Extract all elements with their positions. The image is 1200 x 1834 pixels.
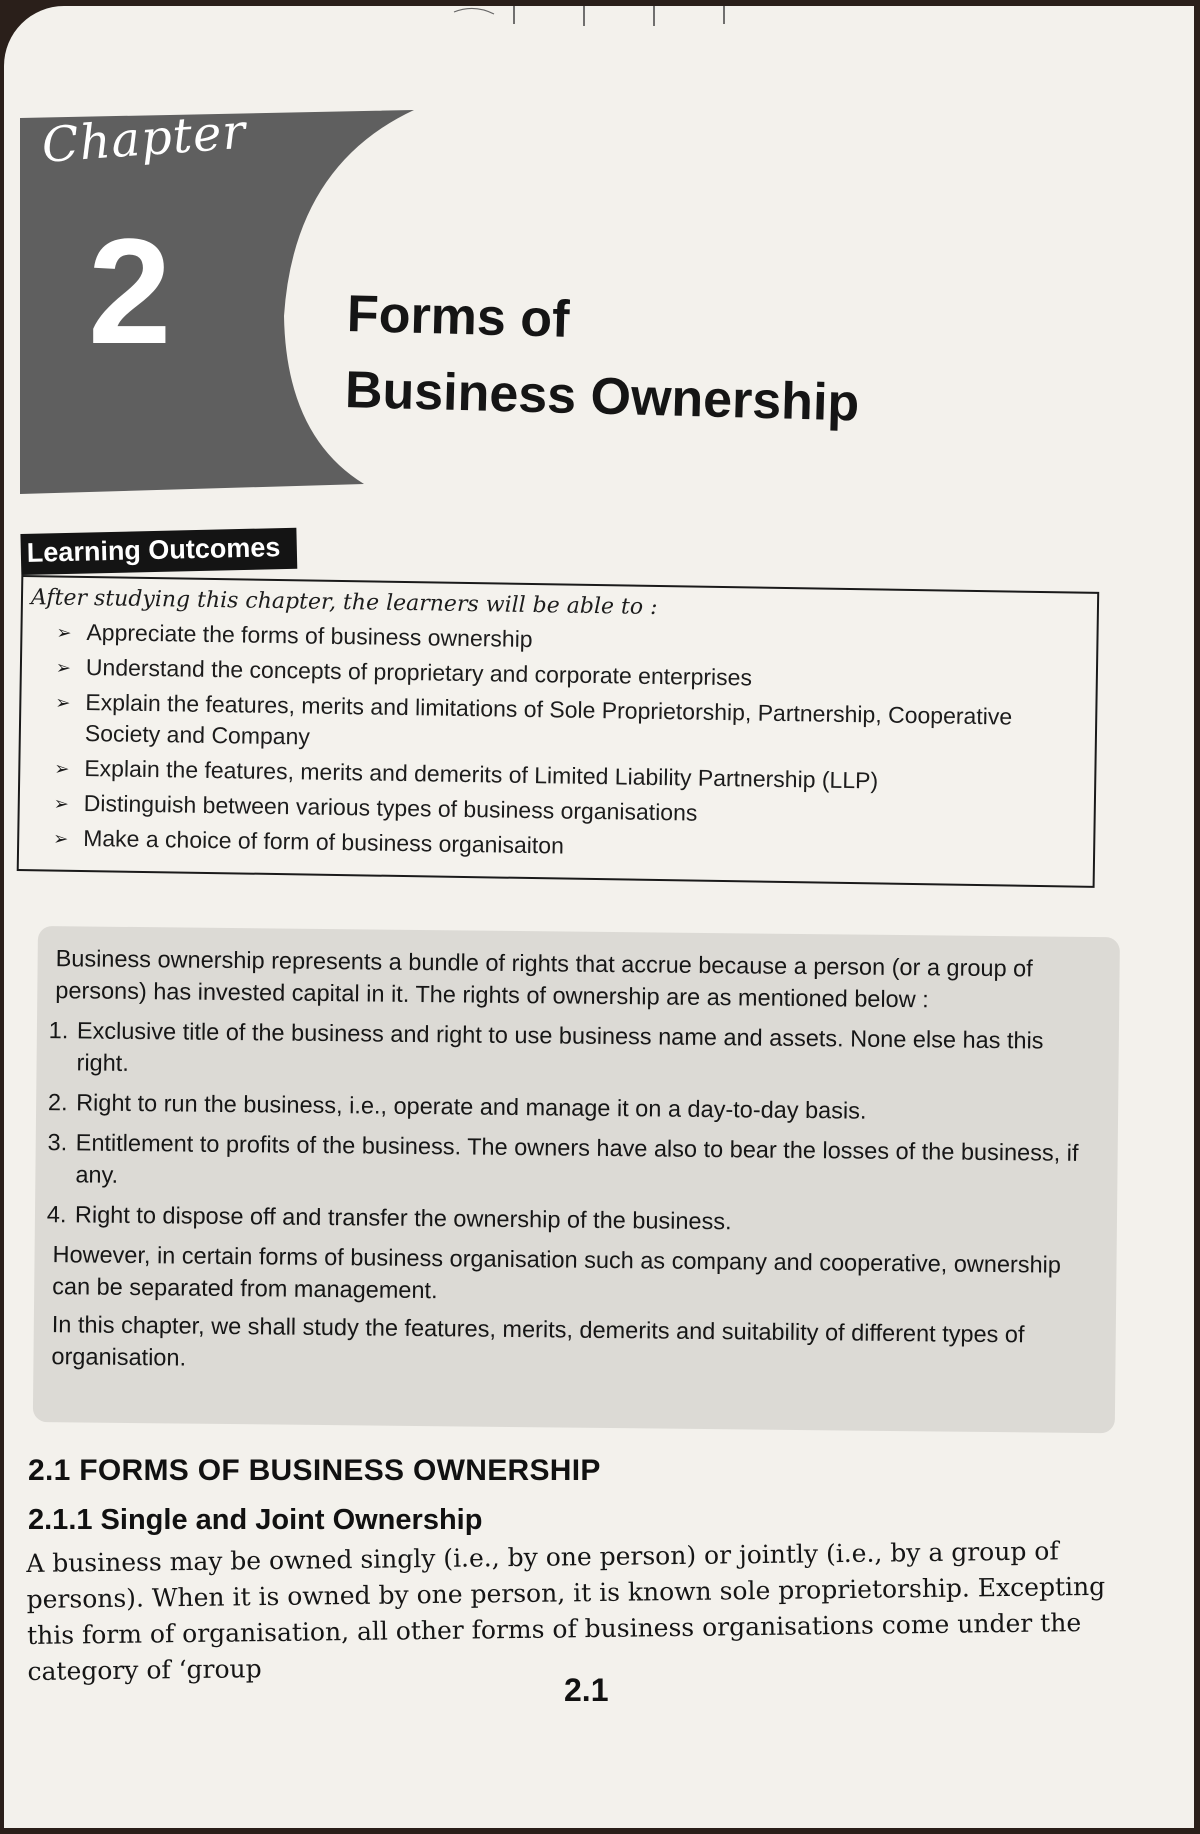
learning-outcomes-intro: After studying this chapter, the learners will be able to : — [30, 585, 658, 620]
outcome-text: Explain the features, merits and limitations of Sole Proprietorship, Partnership, Cooperative Society and Company — [84, 689, 1013, 750]
chapter-number: 2 — [88, 207, 172, 375]
section-heading: 2.1 FORMS OF BUSINESS OWNERSHIP — [28, 1454, 601, 1487]
chapter-label: Chapter — [40, 103, 249, 174]
outcome-text: Distinguish between various types of business organisations — [83, 790, 698, 826]
intro-paragraph: Business ownership represents a bundle of rights that accrue because a person (or a group of persons) has invested capital in it. The rights of ownership are as mentioned below : — [55, 945, 1033, 1013]
learning-outcomes-box — [17, 575, 1100, 888]
outcome-text: Understand the concepts of proprietary and corporate enterprises — [85, 654, 753, 691]
book-page — [4, 6, 1194, 1828]
chapter-title-line-1: Forms of — [346, 284, 571, 349]
list-item — [55, 687, 1076, 765]
learning-outcomes-heading: Learning Outcomes — [20, 528, 296, 575]
arrow-bullet-icon: ➢ — [54, 758, 70, 779]
ownership-rights-list — [53, 1014, 1097, 1241]
chapter-title — [344, 276, 908, 443]
subsection-heading: 2.1.1 Single and Joint Ownership — [28, 1504, 483, 1536]
chapter-banner-shape — [4, 6, 444, 506]
arrow-bullet-icon: ➢ — [55, 692, 71, 713]
list-item: 2. Right to run the business, i.e., operate and manage it on a day-to-day basis. — [74, 1086, 1096, 1129]
intro-panel — [33, 926, 1120, 1433]
top-edge-marks — [434, 6, 834, 28]
outcome-text: Appreciate the forms of business ownership — [86, 619, 533, 653]
arrow-bullet-icon: ➢ — [56, 622, 72, 643]
arrow-bullet-icon: ➢ — [55, 657, 72, 678]
chapter-title-line-2: Business Ownership — [344, 360, 860, 433]
chapter-scope-paragraph: In this chapter, we shall study the features, merits, demerits and suitability of different types of organisation. — [51, 1311, 1025, 1371]
list-item: 3. Entitlement to profits of the business. The owners have also to bear the losses of the business, if any. — [73, 1126, 1096, 1201]
page-number: 2.1 — [564, 1672, 609, 1708]
learning-outcomes-list — [27, 616, 1077, 869]
outcome-text: Make a choice of form of business organisaiton — [83, 825, 565, 859]
separation-paragraph: However, in certain forms of business organisation such as company and cooperative, ownership can be separated from management. — [52, 1241, 1062, 1304]
learning-outcomes-section — [17, 534, 1100, 888]
list-item: 1. Exclusive title of the business and right to use business name and assets. None else has this right. — [74, 1014, 1097, 1089]
arrow-bullet-icon: ➢ — [53, 828, 69, 849]
list-item: 4. Right to dispose off and transfer the ownership of the business. — [73, 1198, 1095, 1241]
outcome-text: Explain the features, merits and demerits of Limited Liability Partnership (LLP) — [84, 755, 879, 794]
body-paragraph: A business may be owned singly (i.e., by one person) or jointly (i.e., by a group of persons). When it is owned by one person, it is known sole proprietorship. Excepting this form of organisation, all other forms of business organisations come under the category of ‘group — [26, 1536, 1106, 1686]
arrow-bullet-icon: ➢ — [53, 793, 70, 814]
